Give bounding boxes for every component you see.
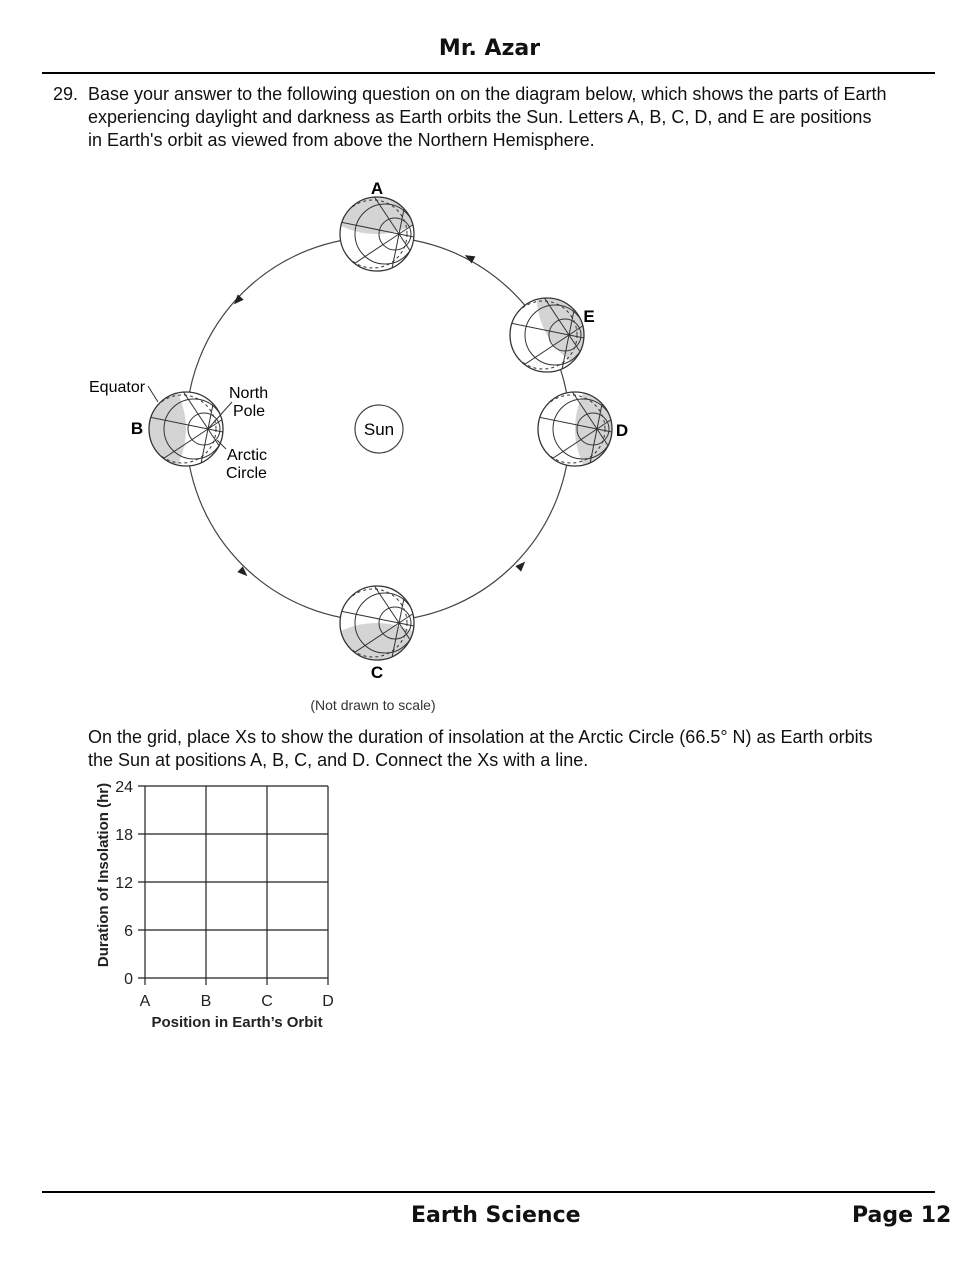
north-pole-label-1: North: [229, 385, 269, 402]
diagram-caption: (Not drawn to scale): [310, 697, 436, 713]
position-label-b: B: [130, 419, 144, 438]
sun-label: Sun: [363, 420, 395, 439]
earth-globe-a: [295, 170, 478, 312]
position-label-c: C: [370, 663, 384, 682]
instruction-text: On the grid, place Xs to show the duration of insolation at the Arctic Circle (66.5° N) as Earth orbits the Sun at positions A, B, C, and D. Connect the Xs with a line.: [88, 727, 873, 770]
earth-globe-c: [295, 545, 478, 720]
position-label-a: A: [370, 179, 384, 198]
x-tick-label: D: [322, 993, 334, 1010]
insolation-grid[interactable]: [85, 770, 355, 1040]
night-side: [537, 214, 700, 377]
header-title: Mr. Azar: [438, 36, 541, 61]
orbit-arrow-icon: [515, 562, 525, 572]
x-tick-label: A: [139, 993, 151, 1010]
position-label-d: D: [615, 421, 629, 440]
earth-globe-b: [23, 348, 286, 511]
y-tick-label: 18: [115, 827, 133, 844]
arctic-circle-label-2: Circle: [226, 465, 267, 482]
x-tick-label: B: [200, 993, 212, 1010]
x-tick-label: C: [261, 993, 273, 1010]
question-text: Base your answer to the following question on on the diagram below, which shows the parts of Earth experiencing daylight and darkness as Earth orbits the Sun. Letters A, B, C, D, and E are positions in Earth's orbit as viewed from above the Northern Hemisphere.: [88, 84, 887, 150]
question-number: 29.: [53, 84, 79, 104]
y-tick-label: 24: [115, 779, 133, 796]
header-rule: [42, 72, 935, 74]
footer-rule: [42, 1191, 935, 1193]
equator-label: Equator: [89, 379, 146, 396]
y-tick-label: 6: [124, 923, 133, 940]
earth-globe-e: [491, 214, 700, 414]
footer-subject: Earth Science: [411, 1203, 581, 1228]
night-side: [23, 348, 186, 511]
orbit-arrow-icon: [234, 294, 244, 304]
y-axis-label: Duration of Insolation (hr): [95, 782, 112, 968]
arctic-circle-label-1: Arctic: [227, 447, 267, 464]
north-pole-label-2: Pole: [233, 403, 266, 420]
y-tick-label: 0: [124, 971, 133, 988]
position-label-e: E: [583, 307, 595, 326]
orbit-diagram: [0, 170, 979, 720]
y-tick-label: 12: [115, 875, 133, 892]
x-axis-label: Position in Earth’s Orbit: [151, 1014, 323, 1031]
footer-page: Page 12: [852, 1203, 952, 1228]
